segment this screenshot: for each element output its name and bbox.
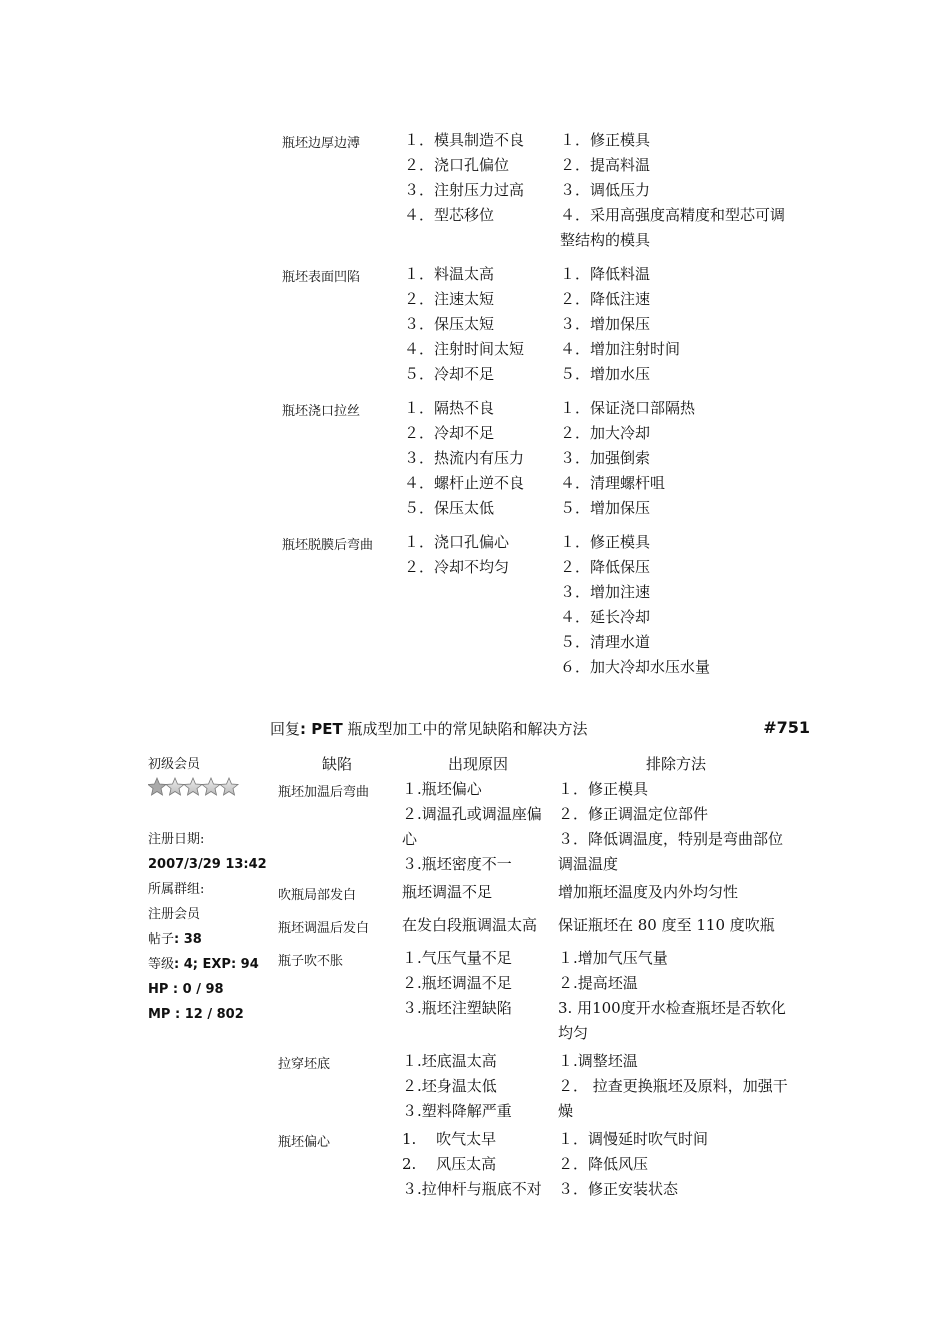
cause-cell: [404, 530, 560, 680]
cause-line: ３.瓶坯注塑缺陷: [402, 999, 512, 1017]
table-row: [278, 1049, 818, 1124]
user-info-panel: [148, 752, 268, 1027]
header-solution: 排除方法: [646, 755, 707, 773]
solution-line: ２．降低风压: [558, 1155, 649, 1173]
cause-line: ４．螺杆止逆不良: [404, 474, 525, 492]
cause-cell: [402, 777, 558, 877]
cause-cell: [402, 1049, 558, 1124]
solution-line: 增加瓶坯温度及内外均匀性: [558, 883, 739, 901]
table-row: [278, 1127, 818, 1202]
hp-value: HP : 0 / 98: [148, 982, 224, 997]
table-header: [278, 752, 818, 777]
solution-line: ２.提高坯温: [558, 974, 638, 992]
table-row: [278, 946, 818, 1046]
posts-count: 帖子: 38: [148, 932, 202, 947]
solution-line: ２．降低保压: [560, 558, 651, 576]
cause-cell: [404, 128, 560, 253]
cause-line: 瓶坯调温不足: [402, 883, 493, 901]
solution-line: ３．调低压力: [560, 181, 651, 199]
cause-cell: [402, 1127, 558, 1202]
cause-line: 2. 风压太高: [402, 1155, 497, 1173]
cause-line: 心: [402, 830, 418, 848]
solution-cell: [558, 1127, 808, 1202]
cause-cell: [402, 913, 558, 938]
cause-line: １.瓶坯偏心: [402, 780, 482, 798]
solution-line: ３．增加注速: [560, 583, 651, 601]
solution-cell: [558, 777, 808, 877]
cause-line: 在发白段瓶调温太高: [402, 916, 538, 934]
cause-cell: [402, 946, 558, 1046]
cause-line: ３.瓶坯密度不一: [402, 855, 512, 873]
defect-cell: 瓶坯调温后发白: [278, 921, 370, 936]
cause-line: ２.调温孔或调温座偏: [402, 805, 542, 823]
solution-line: １．修正模具: [560, 533, 651, 551]
solution-cell: [560, 530, 810, 680]
cause-cell: [404, 396, 560, 521]
solution-line: １.调整坯温: [558, 1052, 638, 1070]
post-number[interactable]: #751: [763, 718, 810, 737]
cause-line: １．隔热不良: [404, 399, 495, 417]
cause-line: １．浇口孔偏心: [404, 533, 510, 551]
cause-cell: [404, 262, 560, 387]
defect-cell: 瓶坯浇口拉丝: [282, 404, 361, 419]
reg-date: 2007/3/29 13:42: [148, 857, 267, 872]
solution-line: ４．延长冷却: [560, 608, 651, 626]
solution-line: 均匀: [558, 1024, 589, 1042]
solution-line: 3. 用100度开水检查瓶坯是否软化: [558, 999, 786, 1017]
cause-line: 1. 吹气太早: [402, 1130, 497, 1148]
cause-line: ３．热流内有压力: [404, 449, 525, 467]
solution-line: 整结构的模具: [560, 231, 651, 249]
solution-line: ３．加强倒索: [560, 449, 651, 467]
solution-cell: [560, 128, 810, 253]
defect-cell: 吹瓶局部发白: [278, 888, 357, 903]
table-row: [282, 530, 822, 680]
cause-line: ２.坯身温太低: [402, 1077, 497, 1095]
cause-line: ３．保压太短: [404, 315, 495, 333]
defect-cell: 瓶子吹不胀: [278, 954, 344, 969]
cause-line: ５．保压太低: [404, 499, 495, 517]
star-rating-icon: [148, 777, 240, 797]
defect-cell: 瓶坯偏心: [278, 1135, 331, 1150]
cause-line: ３.塑料降解严重: [402, 1102, 512, 1120]
solution-line: ２．加大冷却: [560, 424, 651, 442]
defect-cell: 拉穿坯底: [278, 1057, 331, 1072]
post-title-pet: PET: [306, 720, 343, 738]
solution-line: １.增加气压气量: [558, 949, 668, 967]
solution-line: １．调慢延时吹气时间: [558, 1130, 709, 1148]
cause-line: １.坯底温太高: [402, 1052, 497, 1070]
solution-line: 保证瓶坯在 80 度至 110 度吹瓶: [558, 916, 775, 934]
defect-cell: 瓶坯表面凹陷: [282, 270, 361, 285]
table-row: [278, 777, 818, 877]
solution-line: ２．提高料温: [560, 156, 651, 174]
cause-line: ４．注射时间太短: [404, 340, 525, 358]
solution-line: ５．增加水压: [560, 365, 651, 383]
solution-line: ４．采用高强度高精度和型芯可调: [560, 206, 786, 224]
cause-line: ５．冷却不足: [404, 365, 495, 383]
table-row: [282, 262, 822, 387]
group-label: 所属群组:: [148, 882, 205, 897]
solution-line: ５．清理水道: [560, 633, 651, 651]
cause-line: ４．型芯移位: [404, 206, 495, 224]
header-cause: 出现原因: [448, 755, 509, 773]
cause-line: ２．冷却不足: [404, 424, 495, 442]
defect-cell: 瓶坯脱膜后弯曲: [282, 538, 374, 553]
solution-line: １．降低料温: [560, 265, 651, 283]
solution-cell: [560, 262, 810, 387]
solution-line: ３．增加保压: [560, 315, 651, 333]
defect-cell: 瓶坯边厚边溥: [282, 136, 361, 151]
solution-line: ３．降低调温度，特别是弯曲部位: [558, 830, 784, 848]
solution-cell: [558, 913, 808, 938]
cause-line: １．模具制造不良: [404, 131, 525, 149]
solution-line: ２．降低注速: [560, 290, 651, 308]
solution-line: ２． 拉查更换瓶坯及原料，加强干: [558, 1077, 788, 1095]
cause-line: ２．冷却不均匀: [404, 558, 510, 576]
post-title-rest: 瓶成型加工中的常见缺陷和解决方法: [342, 720, 588, 738]
solution-line: ４．清理螺杆咀: [560, 474, 666, 492]
solution-line: ２．修正调温定位部件: [558, 805, 709, 823]
defect-table-top: [282, 128, 822, 680]
solution-line: 调温温度: [558, 855, 619, 873]
cause-line: ３．注射压力过高: [404, 181, 525, 199]
table-row: [278, 913, 818, 938]
cause-line: ２．注速太短: [404, 290, 495, 308]
cause-line: １．料温太高: [404, 265, 495, 283]
solution-line: １．保证浇口部隔热: [560, 399, 696, 417]
rank-stars: [148, 777, 268, 799]
header-defect: 缺陷: [322, 755, 353, 773]
solution-line: 燥: [558, 1102, 574, 1120]
mp-value: MP : 12 / 802: [148, 1007, 244, 1022]
solution-cell: [558, 1049, 808, 1124]
cause-line: ２．浇口孔偏位: [404, 156, 510, 174]
solution-line: １．修正模具: [560, 131, 651, 149]
user-rank: 初级会员: [148, 757, 201, 772]
solution-cell: [558, 946, 808, 1046]
solution-line: ６．加大冷却水压水量: [560, 658, 711, 676]
table-row: [278, 880, 818, 905]
cause-line: ２.瓶坯调温不足: [402, 974, 512, 992]
solution-cell: [560, 396, 810, 521]
cause-line: １.气压气量不足: [402, 949, 512, 967]
table-row: [282, 128, 822, 253]
cause-cell: [402, 880, 558, 905]
post-title-bar: [270, 718, 810, 739]
solution-cell: [558, 880, 808, 905]
solution-line: ４．增加注射时间: [560, 340, 681, 358]
reg-date-label: 注册日期:: [148, 832, 205, 847]
cause-line: ３.拉伸杆与瓶底不对: [402, 1180, 542, 1198]
table-row: [282, 396, 822, 521]
defect-cell: 瓶坯加温后弯曲: [278, 785, 370, 800]
solution-line: ３．修正安装状态: [558, 1180, 679, 1198]
solution-line: ５．增加保压: [560, 499, 651, 517]
solution-line: １．修正模具: [558, 780, 649, 798]
post-title-prefix: 回复: [270, 720, 301, 738]
post-title-colon: :: [300, 720, 307, 738]
level-exp: 等级: 4; EXP: 94: [148, 957, 259, 972]
defect-table-bottom: [278, 752, 818, 1202]
group-value: 注册会员: [148, 907, 201, 922]
